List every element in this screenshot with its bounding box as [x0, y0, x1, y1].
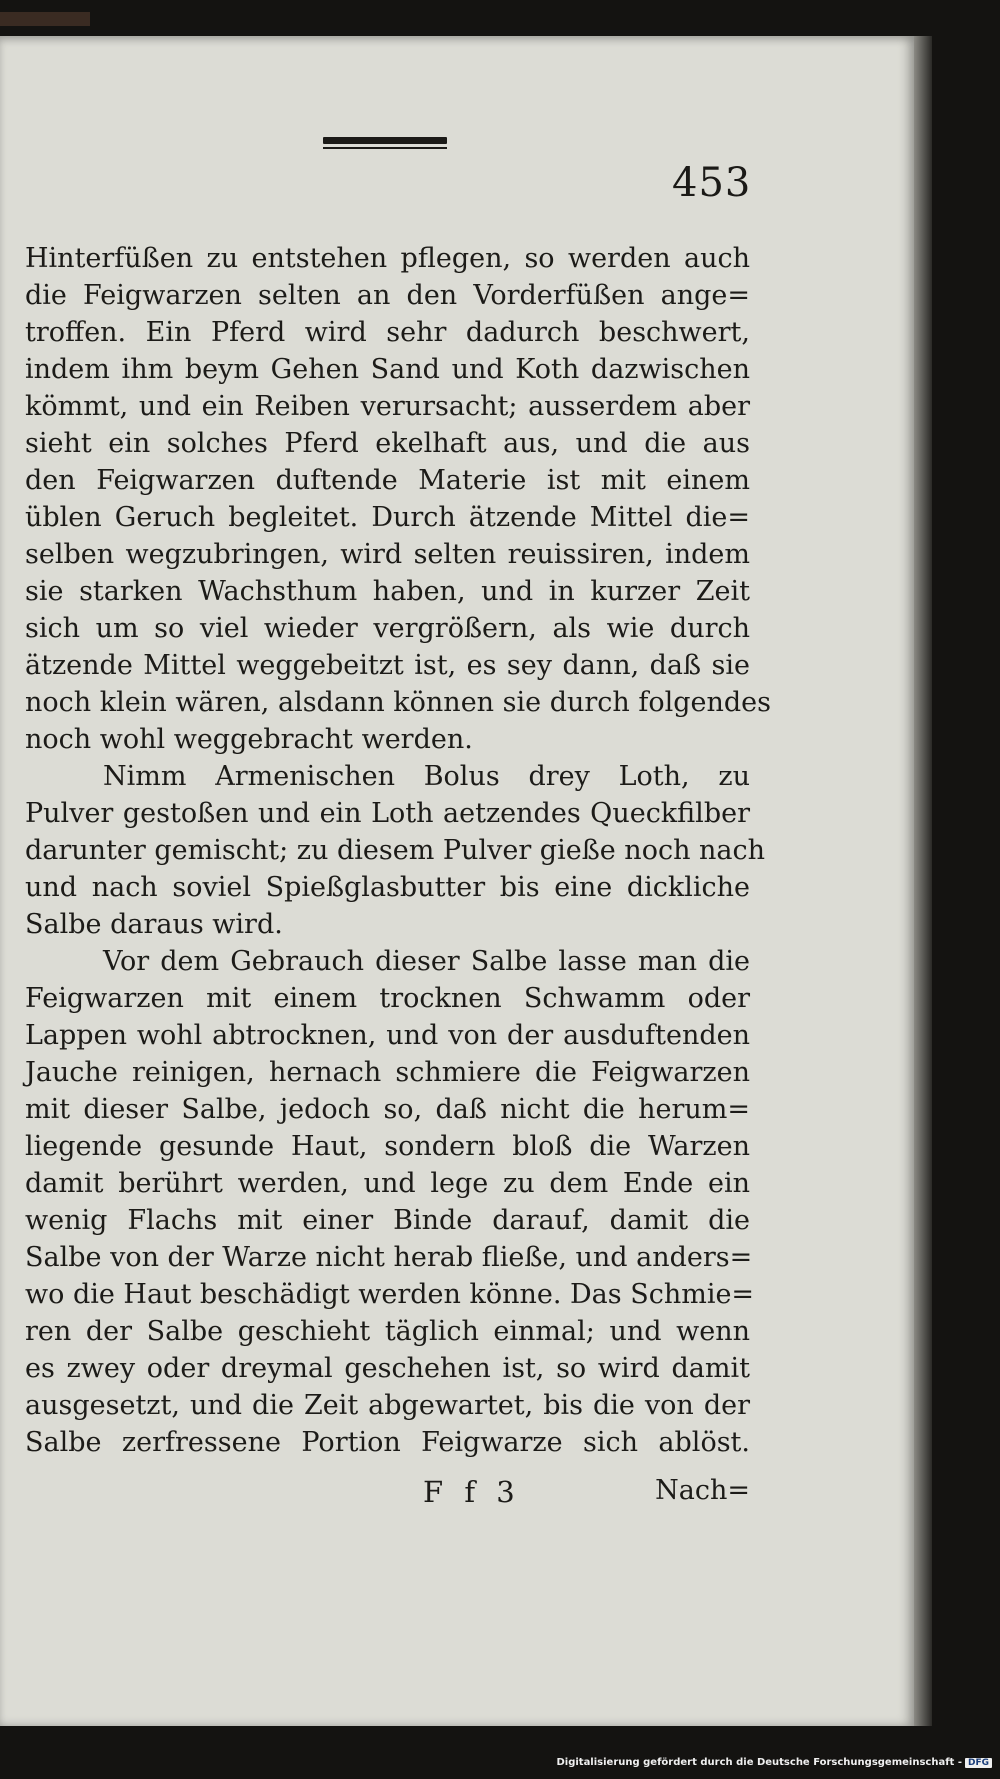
text-line: Salbe daraus wird. — [25, 909, 283, 940]
text-line: Feigwarzen mit einem trocknen Schwamm oder — [25, 983, 750, 1014]
page-number: 453 — [672, 160, 752, 206]
signature-mark: F f 3 — [423, 1475, 521, 1509]
header-rule-thick — [323, 137, 447, 144]
text-line: kömmt, und ein Reiben verursacht; ausserdem aber — [25, 391, 750, 422]
text-line: troffen. Ein Pferd wird sehr dadurch beschwert, — [25, 317, 750, 348]
text-line: ausgesetzt, und die Zeit abgewartet, bis die von der — [25, 1390, 750, 1421]
binding-tab — [0, 12, 90, 26]
text-line: noch klein wären, alsdann können sie durch folgendes — [25, 687, 772, 718]
body-text — [25, 240, 772, 1461]
text-line: es zwey oder dreymal geschehen ist, so wird damit — [25, 1353, 750, 1384]
text-line: und nach soviel Spießglasbutter bis eine dickliche — [25, 872, 750, 903]
text-line: indem ihm beym Gehen Sand und Koth dazwischen — [25, 354, 750, 385]
catchword: Nach= — [655, 1475, 750, 1506]
header-rule-thin — [323, 147, 447, 149]
text-line: wo die Haut beschädigt werden könne. Das Schmie= — [25, 1279, 755, 1310]
credit-text: Digitalisierung gefördert durch die Deutsche Forschungsgemeinschaft - — [556, 1757, 962, 1768]
text-line: Salbe von der Warze nicht herab fließe, und anders= — [25, 1242, 753, 1273]
text-line: sie starken Wachsthum haben, und in kurzer Zeit — [25, 576, 750, 607]
text-line: noch wohl weggebracht werden. — [25, 724, 473, 755]
text-line: wenig Flachs mit einer Binde darauf, damit die — [25, 1205, 750, 1236]
page-footer — [25, 1475, 750, 1515]
text-line: Vor dem Gebrauch dieser Salbe lasse man die — [103, 946, 750, 977]
text-line: Lappen wohl abtrocknen, und von der ausduftenden — [25, 1020, 750, 1051]
text-line: selben wegzubringen, wird selten reuissiren, indem — [25, 539, 750, 570]
text-line: ren der Salbe geschieht täglich einmal; und wenn — [25, 1316, 750, 1347]
text-line: liegende gesunde Haut, sondern bloß die Warzen — [25, 1131, 750, 1162]
text-line: die Feigwarzen selten an den Vorderfüßen ange= — [25, 280, 750, 311]
page-edge-shadow — [914, 36, 932, 1726]
text-line: sieht ein solches Pferd ekelhaft aus, und die aus — [25, 428, 750, 459]
text-line: damit berührt werden, und lege zu dem Ende ein — [25, 1168, 750, 1199]
text-line: Jauche reinigen, hernach schmiere die Feigwarzen — [25, 1057, 750, 1088]
dfg-logo: DFG — [965, 1758, 992, 1768]
text-line: darunter gemischt; zu diesem Pulver gieße noch nach — [25, 835, 766, 866]
text-line: mit dieser Salbe, jedoch so, daß nicht die herum= — [25, 1094, 750, 1125]
text-line: sich um so viel wieder vergrößern, als wie durch — [25, 613, 750, 644]
text-line: Hinterfüßen zu entstehen pflegen, so werden auch — [25, 243, 750, 274]
text-line: üblen Geruch begleitet. Durch ätzende Mittel die= — [25, 502, 750, 533]
text-line: den Feigwarzen duftende Materie ist mit einem — [25, 465, 750, 496]
text-line: Pulver gestoßen und ein Loth aetzendes Queckfilber — [25, 798, 750, 829]
text-line: Nimm Armenischen Bolus drey Loth, zu — [103, 761, 750, 792]
digitization-credit — [556, 1757, 992, 1768]
header-ornament-rule — [323, 137, 447, 149]
text-line: Salbe zerfressene Portion Feigwarze sich ablöst. — [25, 1427, 750, 1458]
text-line: ätzende Mittel weggebeitzt ist, es sey dann, daß sie — [25, 650, 750, 681]
